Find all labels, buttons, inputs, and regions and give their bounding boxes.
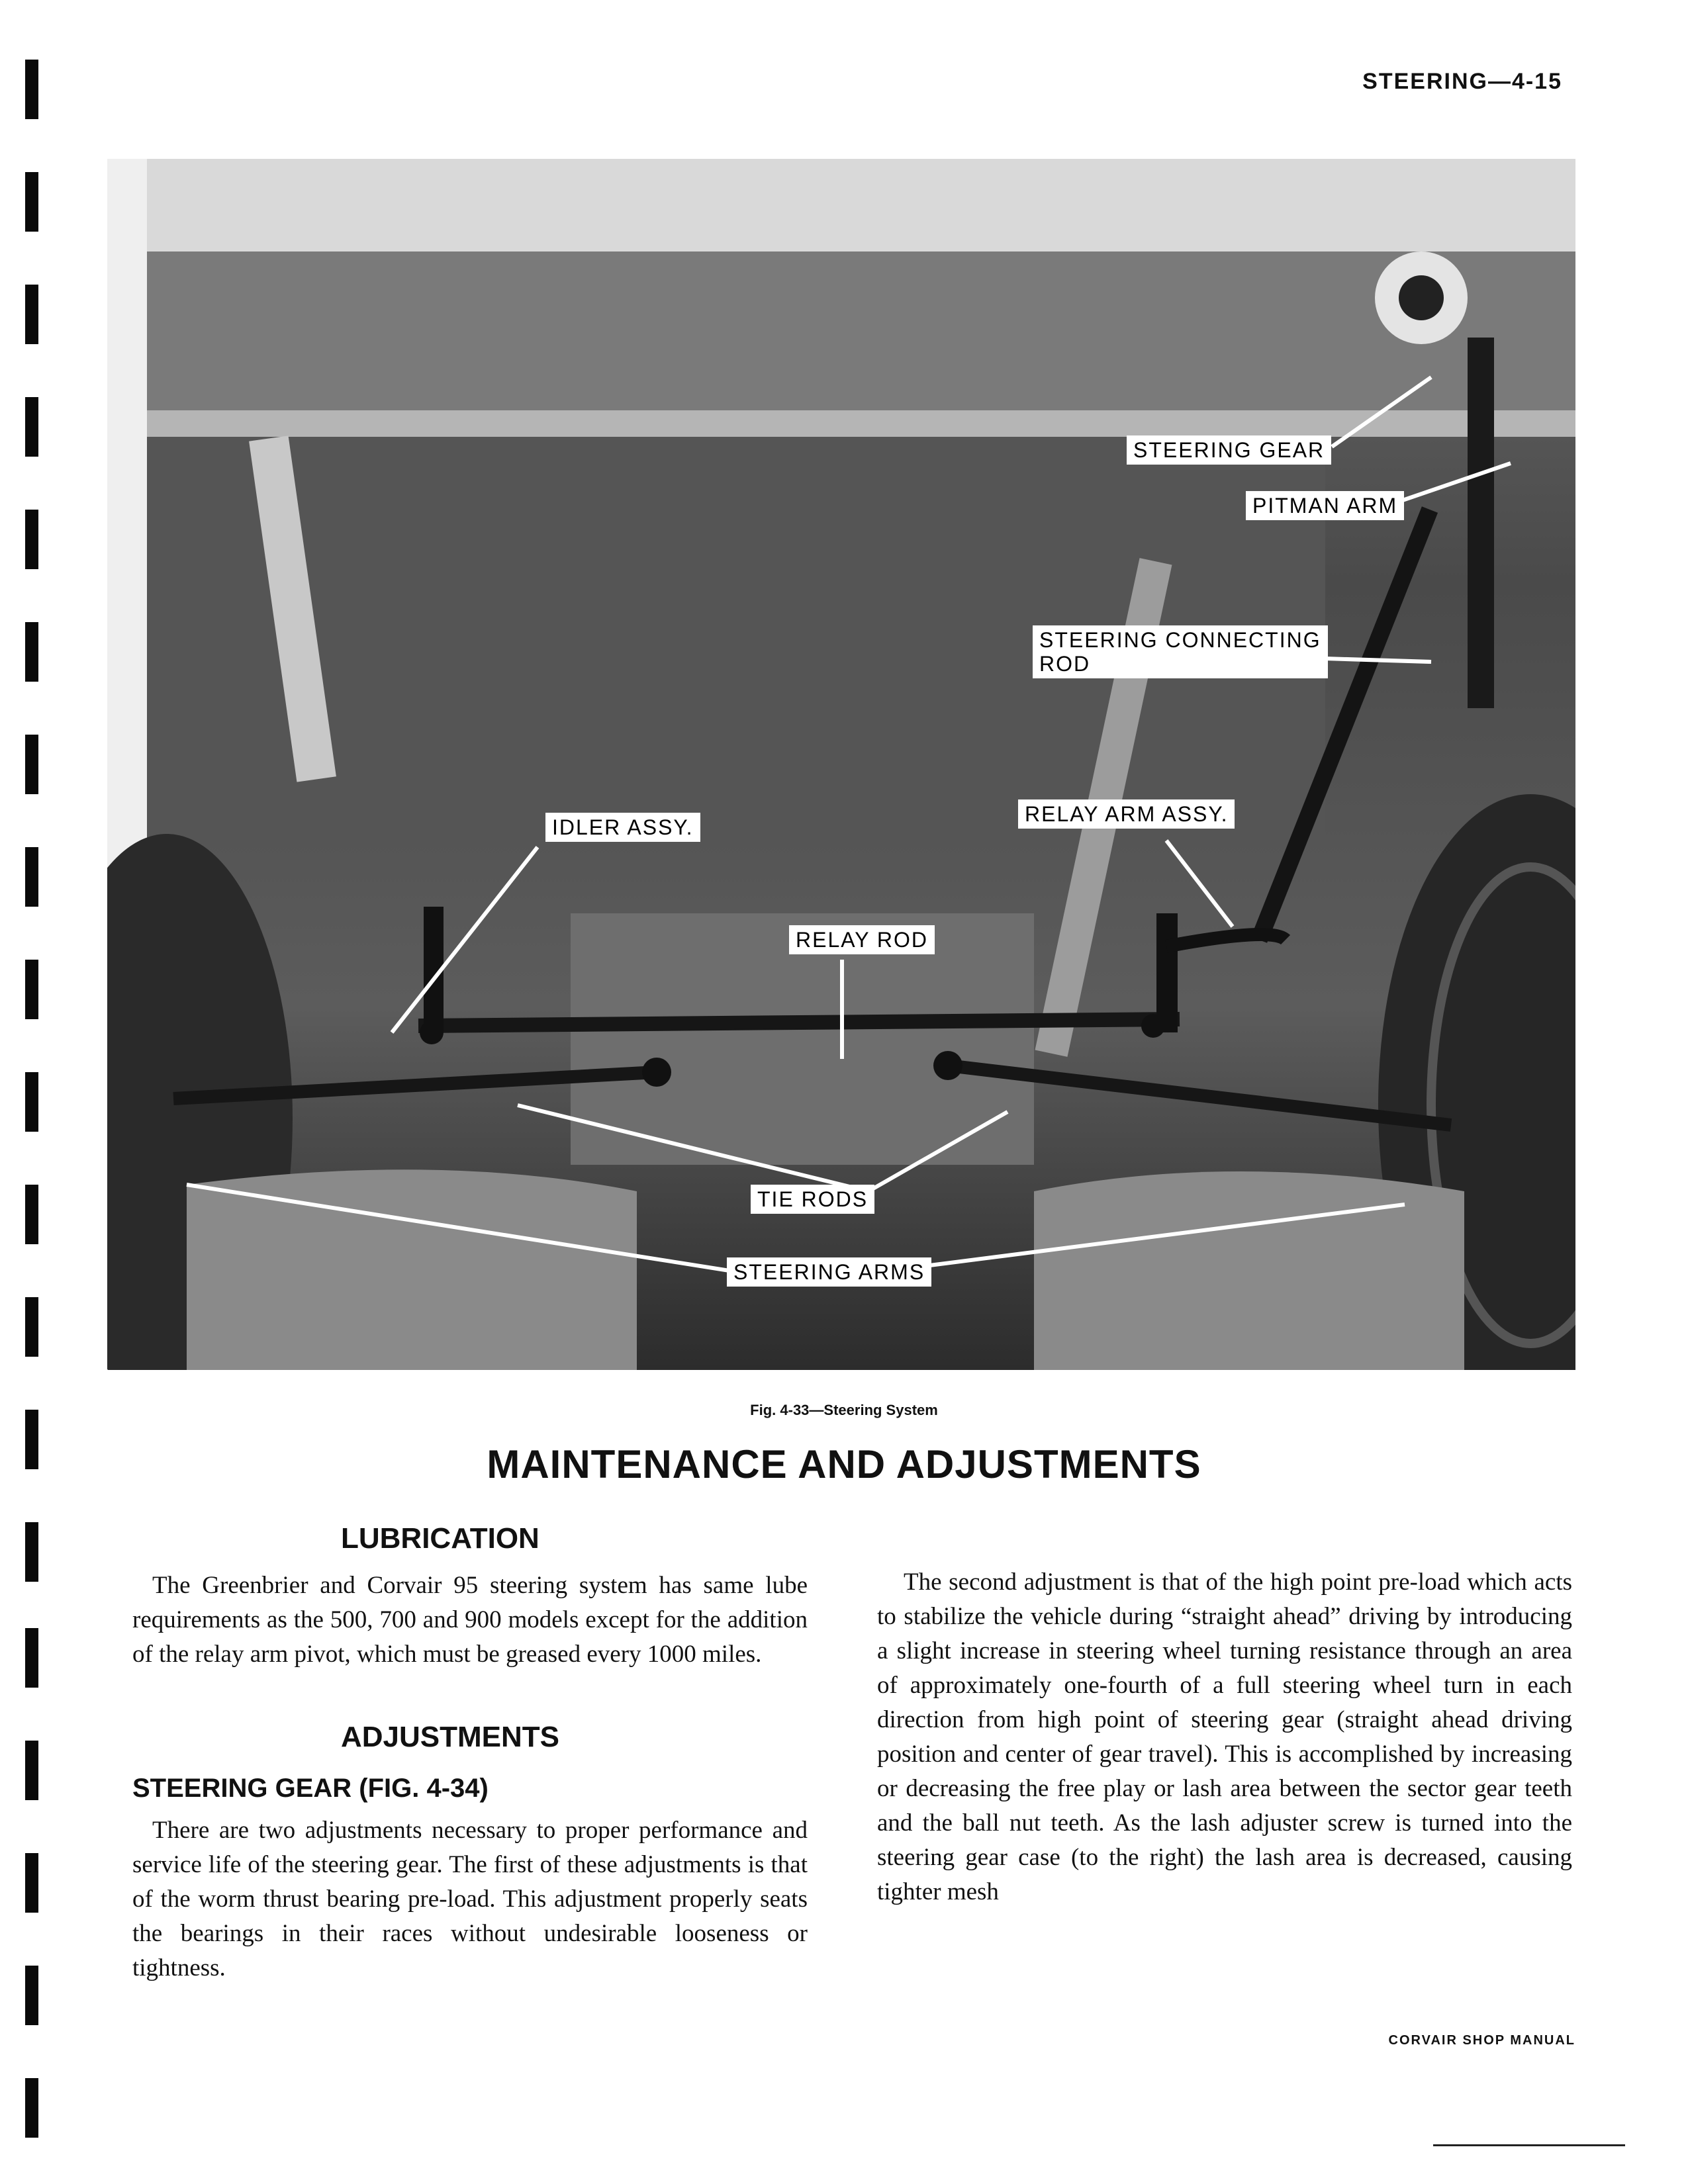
- binding-mark: [25, 735, 38, 794]
- steering-connecting-rod-label: [1033, 625, 1328, 678]
- binding-mark: [25, 510, 38, 569]
- binding-mark: [25, 1297, 38, 1357]
- lubrication-heading: LUBRICATION: [341, 1522, 539, 1555]
- running-head: STEERING—4-15: [1362, 69, 1562, 94]
- binding-mark: [25, 285, 38, 344]
- steering-connecting-rod-line-1: STEERING CONNECTING: [1039, 628, 1321, 652]
- binding-mark: [25, 622, 38, 682]
- steering-gear-paragraph: There are two adjustments necessary to proper performance and service life of the steering gear. The first of these adjustments is that of the worm thrust bearing pre-load. This adjustment properly seats the bearings in their races without undesirable looseness or tightness.: [132, 1817, 808, 1981]
- section-title: MAINTENANCE AND ADJUSTMENTS: [487, 1442, 1201, 1486]
- binding-mark: [25, 1741, 38, 1800]
- lubrication-paragraph: The Greenbrier and Corvair 95 steering system has same lube requirements as the 500, 700 and 900 models except for the addition of the relay arm pivot, which must be greased every 1000 miles.: [132, 1572, 808, 1668]
- steering-arms-label: STEERING ARMS: [727, 1257, 931, 1287]
- steering-gear-label: STEERING GEAR: [1127, 435, 1331, 465]
- steering-system-photo: [107, 159, 1575, 1370]
- binding-mark: [25, 2078, 38, 2138]
- binding-mark: [25, 397, 38, 457]
- binding-mark: [25, 1853, 38, 1913]
- binding-mark: [25, 60, 38, 119]
- binding-mark: [25, 1185, 38, 1244]
- binding-mark: [25, 1628, 38, 1688]
- pitman-arm-label: PITMAN ARM: [1246, 491, 1404, 520]
- manual-footer: CORVAIR SHOP MANUAL: [1388, 2033, 1575, 2048]
- relay-arm-assy-label: RELAY ARM ASSY.: [1018, 799, 1235, 829]
- steering-gear-heading: STEERING GEAR (FIG. 4-34): [132, 1774, 489, 1803]
- bottom-rule: [1433, 2144, 1625, 2146]
- tie-rods-label: TIE RODS: [751, 1185, 874, 1214]
- relay-rod-label: RELAY ROD: [789, 925, 935, 954]
- binding-mark: [25, 960, 38, 1019]
- binding-mark: [25, 847, 38, 907]
- binding-mark: [25, 1522, 38, 1582]
- adjustments-heading: ADJUSTMENTS: [341, 1721, 560, 1753]
- binding-mark: [25, 172, 38, 232]
- high-point-preload-paragraph: The second adjustment is that of the high point pre-load which acts to stabilize the vehicle during “straight ahead” driving by introducing a slight increase in steering wheel turning resistance through an area of approximately one-fourth of a full steering wheel turn in each direction from high point of steering gear (straight ahead driving position and center of gear travel). This is accomplished by increasing or decreasing the free play or lash area between the sector gear teeth and the ball nut teeth. As the lash adjuster screw is turned into the steering gear case (to the right) the lash area is decreased, causing tighter mesh: [877, 1569, 1572, 1905]
- binding-mark: [25, 1072, 38, 1132]
- binding-mark: [25, 1966, 38, 2025]
- idler-assy-label: IDLER ASSY.: [545, 813, 700, 842]
- figure-caption: Fig. 4-33—Steering System: [750, 1402, 938, 1418]
- steering-connecting-rod-line-2: ROD: [1039, 652, 1091, 676]
